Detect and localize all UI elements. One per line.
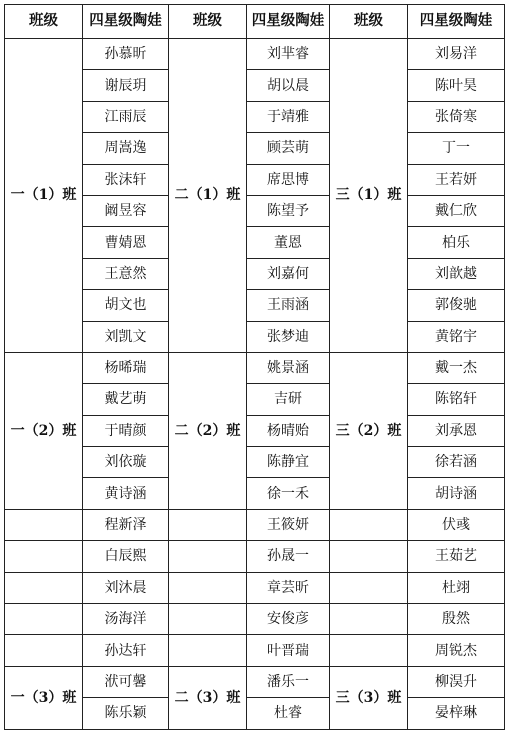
class-cell [169,509,247,540]
table-row [5,541,505,572]
table-row [5,604,505,635]
header-class-3: 班级 [330,5,408,39]
student-name-cell: 潘乐一 [247,666,330,697]
student-name-cell: 刘凯文 [83,321,169,352]
student-name-cell: 刘芈睿 [247,39,330,70]
student-name-cell: 孙慕昕 [83,39,169,70]
student-name-cell: 陈乐颖 [83,698,169,729]
student-name-cell: 殷然 [408,604,505,635]
student-name-cell: 伏彧 [408,509,505,540]
class-cell [330,541,408,572]
student-name-cell: 阚昱容 [83,195,169,226]
student-name-cell: 张沫轩 [83,164,169,195]
header-row [5,5,505,39]
student-name-cell: 戴仁欣 [408,195,505,226]
student-name-cell: 张倚寒 [408,101,505,132]
table-row [5,572,505,603]
class-cell [5,572,83,603]
class-cell [330,604,408,635]
student-name-cell: 徐一禾 [247,478,330,509]
student-name-cell: 安俊彦 [247,604,330,635]
student-name-cell: 王筱妍 [247,509,330,540]
honor-table [4,4,505,730]
student-name-cell: 丁一 [408,133,505,164]
class-cell [169,541,247,572]
student-name-cell: 洑可馨 [83,666,169,697]
student-name-cell: 程新泽 [83,509,169,540]
student-name-cell: 戴一杰 [408,352,505,383]
class-cell [169,604,247,635]
table-row [5,666,505,697]
student-name-cell: 陈望予 [247,195,330,226]
student-name-cell: 戴艺萌 [83,384,169,415]
class-cell [5,509,83,540]
student-name-cell: 黄铭宇 [408,321,505,352]
table-body [5,39,505,730]
class-cell: 一（2）班 [5,352,83,509]
student-name-cell: 汤海洋 [83,604,169,635]
class-cell [330,509,408,540]
student-name-cell: 章芸昕 [247,572,330,603]
student-name-cell: 董恩 [247,227,330,258]
student-name-cell: 刘承恩 [408,415,505,446]
header-names-1: 四星级陶娃 [83,5,169,39]
student-name-cell: 周锐杰 [408,635,505,666]
student-name-cell: 白辰熙 [83,541,169,572]
class-cell: 三（1）班 [330,39,408,353]
student-name-cell: 徐若涵 [408,447,505,478]
class-cell [169,572,247,603]
class-cell [5,604,83,635]
header-class-1: 班级 [5,5,83,39]
table-row [5,509,505,540]
student-name-cell: 席思博 [247,164,330,195]
class-cell: 二（2）班 [169,352,247,509]
student-name-cell: 王雨涵 [247,290,330,321]
student-name-cell: 刘易洋 [408,39,505,70]
student-name-cell: 杨晞瑞 [83,352,169,383]
header-names-2: 四星级陶娃 [247,5,330,39]
student-name-cell: 叶晋瑞 [247,635,330,666]
table-row [5,635,505,666]
student-name-cell: 刘嘉何 [247,258,330,289]
student-name-cell: 胡诗涵 [408,478,505,509]
student-name-cell: 曹婧恩 [83,227,169,258]
class-cell [330,572,408,603]
header-class-2: 班级 [169,5,247,39]
class-cell [5,541,83,572]
class-cell [5,635,83,666]
class-cell: 二（3）班 [169,666,247,729]
student-name-cell: 孙达轩 [83,635,169,666]
student-name-cell: 张梦迪 [247,321,330,352]
student-name-cell: 王茹艺 [408,541,505,572]
class-cell: 三（2）班 [330,352,408,509]
student-name-cell: 陈叶昊 [408,70,505,101]
student-name-cell: 郭俊驰 [408,290,505,321]
student-name-cell: 周嵩逸 [83,133,169,164]
student-name-cell: 胡文也 [83,290,169,321]
table-row [5,352,505,383]
student-name-cell: 柏乐 [408,227,505,258]
student-name-cell: 晏梓琳 [408,698,505,729]
student-name-cell: 刘依璇 [83,447,169,478]
class-cell: 一（1）班 [5,39,83,353]
student-name-cell: 陈铭轩 [408,384,505,415]
student-name-cell: 杜翊 [408,572,505,603]
student-name-cell: 江雨辰 [83,101,169,132]
student-name-cell: 孙晟一 [247,541,330,572]
student-name-cell: 柳淏升 [408,666,505,697]
student-name-cell: 刘歆越 [408,258,505,289]
class-cell: 一（3）班 [5,666,83,729]
student-name-cell: 吉研 [247,384,330,415]
student-name-cell: 顾芸萌 [247,133,330,164]
class-cell: 二（1）班 [169,39,247,353]
student-name-cell: 刘沐晨 [83,572,169,603]
student-name-cell: 王意然 [83,258,169,289]
student-name-cell: 王若妍 [408,164,505,195]
student-name-cell: 杨晴贻 [247,415,330,446]
header-names-3: 四星级陶娃 [408,5,505,39]
student-name-cell: 姚景涵 [247,352,330,383]
student-name-cell: 陈静宜 [247,447,330,478]
student-name-cell: 于靖雅 [247,101,330,132]
student-name-cell: 胡以晨 [247,70,330,101]
student-name-cell: 谢辰玥 [83,70,169,101]
student-name-cell: 杜睿 [247,698,330,729]
class-cell [169,635,247,666]
student-name-cell: 黄诗涵 [83,478,169,509]
student-name-cell: 于晴颜 [83,415,169,446]
class-cell [330,635,408,666]
class-cell: 三（3）班 [330,666,408,729]
table-row [5,39,505,70]
